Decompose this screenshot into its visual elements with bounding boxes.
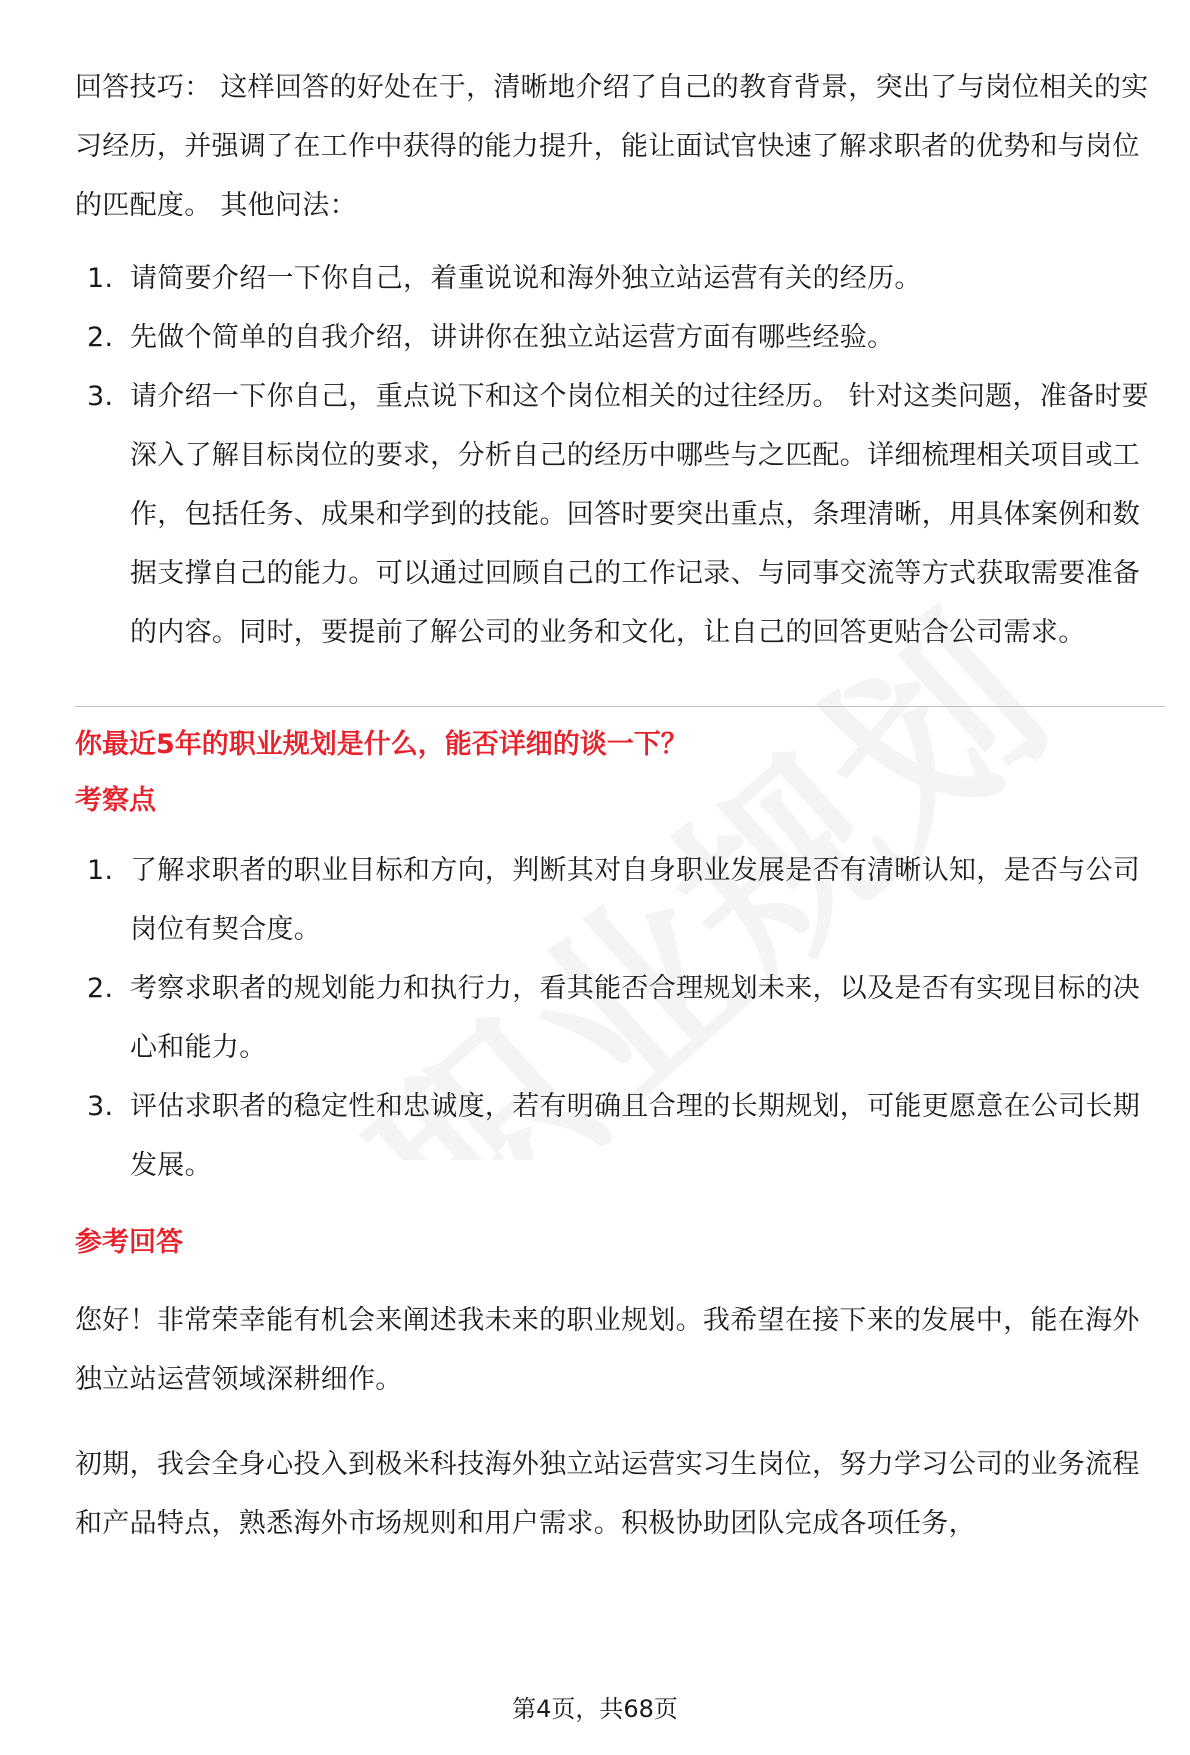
interview-question: 你最近5年的职业规划是什么，能否详细的谈一下？ bbox=[75, 729, 688, 760]
list-item-text: 考察求职者的规划能力和执行力，看其能否合理规划未来，以及是否有实现目标的决心和能力。 bbox=[130, 973, 1141, 1063]
list-item-text: 请简要介绍一下你自己，着重说说和海外独立站运营有关的经历。 bbox=[130, 263, 922, 294]
focus-heading: 考察点 bbox=[75, 785, 156, 816]
list-item-text: 了解求职者的职业目标和方向，判断其对自身职业发展是否有清晰认知，是否与公司岗位有契合度。 bbox=[130, 855, 1141, 945]
list-item bbox=[75, 367, 1165, 662]
list-item bbox=[75, 249, 1165, 308]
list-item bbox=[75, 1077, 1165, 1195]
page-number-footer: 第4页，共68页 bbox=[512, 1695, 678, 1723]
page-content bbox=[75, 58, 1165, 1553]
list-number: 2. bbox=[87, 973, 114, 1004]
list-number: 1. bbox=[87, 263, 114, 294]
list-number: 2. bbox=[87, 322, 114, 353]
list-number: 3. bbox=[87, 1091, 114, 1122]
list-number: 1. bbox=[87, 855, 114, 886]
focus-points-list bbox=[75, 841, 1165, 1195]
intro-paragraph: 回答技巧： 这样回答的好处在于，清晰地介绍了自己的教育背景，突出了与岗位相关的实习经历，并强调了在工作中获得的能力提升，能让面试官快速了解求职者的优势和与岗位的匹配度。 其他问法： bbox=[75, 72, 1149, 221]
section-divider bbox=[75, 706, 1165, 707]
list-item bbox=[75, 841, 1165, 959]
answer-heading: 参考回答 bbox=[75, 1227, 183, 1258]
list-item bbox=[75, 308, 1165, 367]
list-number: 3. bbox=[87, 381, 114, 412]
list-item-text: 请介绍一下你自己，重点说下和这个岗位相关的过往经历。 针对这类问题，准备时要深入了解目标岗位的要求，分析自己的经历中哪些与之匹配。详细梳理相关项目或工作，包括任务、成果和学到的技能。回答时要突出重点，条理清晰，用具体案例和数据支撑自己的能力。可以通过回顾自己的工作记录、与同事交流等方式获取需要准备的内容。同时，要提前了解公司的业务和文化，让自己的回答更贴合公司需求。 bbox=[130, 381, 1149, 648]
answer-paragraph: 初期，我会全身心投入到极米科技海外独立站运营实习生岗位，努力学习公司的业务流程和产品特点，熟悉海外市场规则和用户需求。积极协助团队完成各项任务， bbox=[75, 1449, 1140, 1539]
list-item bbox=[75, 959, 1165, 1077]
answer-paragraph: 您好！非常荣幸能有机会来阐述我未来的职业规划。我希望在接下来的发展中，能在海外独立站运营领域深耕细作。 bbox=[75, 1305, 1140, 1395]
list-item-text: 评估求职者的稳定性和忠诚度，若有明确且合理的长期规划，可能更愿意在公司长期发展。 bbox=[130, 1091, 1141, 1181]
list-item-text: 先做个简单的自我介绍，讲讲你在独立站运营方面有哪些经验。 bbox=[130, 322, 895, 353]
alt-questions-list bbox=[75, 249, 1165, 662]
